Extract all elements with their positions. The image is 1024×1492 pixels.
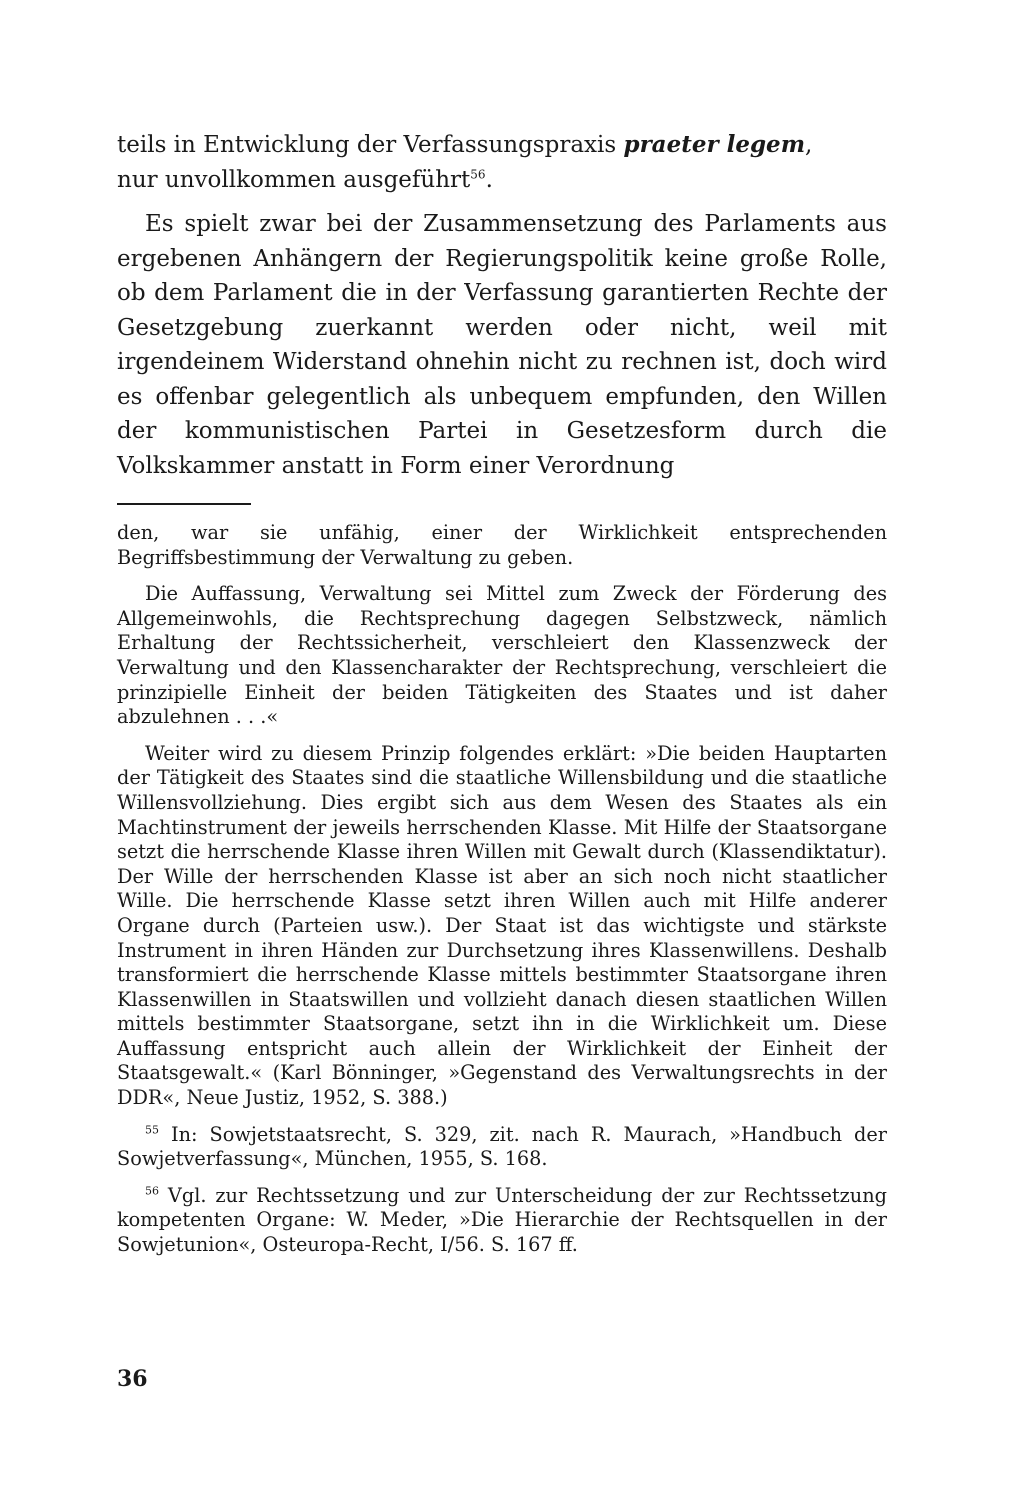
footnote-ref-56: 56: [470, 166, 486, 181]
footnote-56: [117, 1184, 887, 1258]
footnote-continuation-2: Die Auffassung, Verwaltung sei Mittel zum Zweck der Förderung des Allgemeinwohls, die Rechtsprechung dagegen Selbstzweck, nämlich Erhaltung der Rechtssicherheit, verschleiert den Klassenzweck der Verwaltung und den Klassencharakter der Rechtsprechung, verschleiert die prinzipielle Einheit der beiden Tätigkeiten des Staates und ist daher abzulehnen . . .«: [117, 582, 887, 729]
italic-phrase: praeter legem: [623, 131, 806, 158]
footnote-continuation-1: den, war sie unfähig, einer der Wirklichkeit entsprechenden Begriffsbestimmung der Verwaltung zu geben.: [117, 521, 887, 569]
paragraph-1-comma: ,: [805, 132, 813, 158]
footnote-55-text: In: Sowjetstaatsrecht, S. 329, zit. nach R. Maurach, »Handbuch der Sowjetverfassung«, München, 1955, S. 168.: [117, 1122, 887, 1171]
footnote-56-number: 56: [145, 1184, 159, 1198]
paragraph-1-text: teils in Entwicklung der Verfassungspraxis: [117, 132, 624, 158]
page-content: [117, 128, 887, 1258]
footnote-55-number: 55: [145, 1123, 159, 1137]
body-paragraph-2: Es spielt zwar bei der Zusammensetzung des Parlaments aus ergebenen Anhängern der Regierungspolitik keine große Rolle, ob dem Parlament die in der Verfassung garantierten Rechte der Gesetzgebung zuerkannt werden oder nicht, weil mit irgendeinem Widerstand ohnehin nicht zu rechnen ist, doch wird es offenbar gelegentlich als unbequem empfunden, den Willen der kommunistischen Partei in Gesetzesform durch die Volkskammer anstatt in Form einer Verordnung: [117, 211, 887, 479]
body-paragraph-1: [117, 128, 887, 197]
page-number: 36: [117, 1366, 148, 1392]
footnote-divider: [117, 503, 251, 505]
paragraph-1-end: .: [485, 166, 493, 193]
paragraph-1-line-2: nur unvollkommen ausgeführt: [117, 166, 471, 193]
footnote-56-text: Vgl. zur Rechtssetzung und zur Unterscheidung der zur Rechtssetzung kompetenten Organe: W. Meder, »Die Hierarchie der Rechtsquellen in der Sowjetunion«, Osteuropa-Recht, I/56. S. 167 ff.: [117, 1183, 887, 1257]
body-text: [117, 128, 887, 483]
footnotes: [117, 521, 887, 1258]
footnote-55: [117, 1123, 887, 1172]
footnote-continuation-3: Weiter wird zu diesem Prinzip folgendes erklärt: »Die beiden Hauptarten der Tätigkeit des Staates sind die staatliche Willensbildung und die staatliche Willensvollziehung. Dies ergibt sich aus dem Wesen des Staates als ein Machtinstrument der jeweils herrschenden Klasse. Mit Hilfe der Staatsorgane setzt die herrschende Klasse ihren Willen mit Gewalt durch (Klassendiktatur). Der Wille der herrschenden Klasse ist aber an sich noch nicht staatlicher Wille. Die herrschende Klasse setzt ihren Willen auch mit Hilfe anderer Organe durch (Parteien usw.). Der Staat ist das wichtigste und stärkste Instrument in ihren Händen zur Durchsetzung ihres Klassenwillens. Deshalb transformiert die herrschende Klasse mittels bestimmter Staatsorgane ihren Klassenwillen in Staatswillen und vollzieht danach diesen staatlichen Willen mittels bestimmter Staatsorgane, setzt ihn in die Wirklichkeit um. Diese Auffassung entspricht auch allein der Wirklichkeit der Einheit der Staatsgewalt.« (Karl Bönninger, »Gegenstand des Verwaltungsrechts in der DDR«, Neue Justiz, 1952, S. 388.): [117, 741, 887, 1110]
